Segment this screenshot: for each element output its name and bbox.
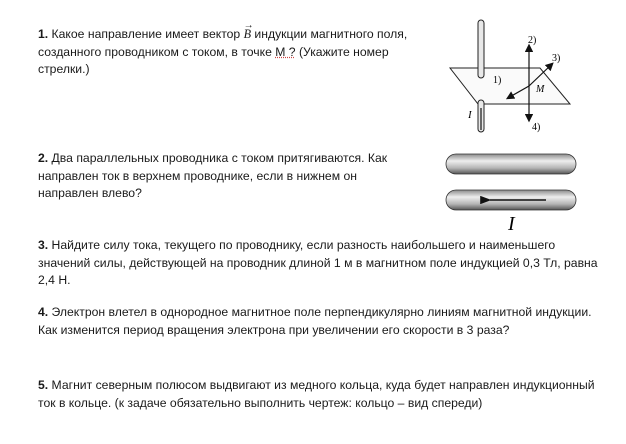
question-number: 3. xyxy=(38,238,49,252)
label-4: 4) xyxy=(532,122,541,133)
label-m: M xyxy=(536,84,545,95)
current-label: I xyxy=(508,213,515,235)
question-text: Магнит северным полюсом выдвигают из медного кольца, куда будет направлен индукционный ток в кольце. xyxy=(38,378,595,410)
question-text: Два параллельных проводника с током притягиваются. Как направлен ток в верхнем проводнике, если в нижнем он направлен влево? xyxy=(38,151,388,200)
question-number: 2. xyxy=(38,151,49,165)
vector-b-symbol: → B xyxy=(244,26,251,44)
label-2: 2) xyxy=(528,35,537,46)
plane-shape xyxy=(450,68,570,104)
question-number: 4. xyxy=(38,305,49,319)
label-1: 1) xyxy=(493,75,502,86)
question-1 xyxy=(38,26,408,79)
question-number: 5. xyxy=(38,378,49,392)
question-text: индукции магнитного поля, созданного проводником с током, в точке xyxy=(38,27,408,59)
question-number: 1. xyxy=(38,27,49,41)
question-5 xyxy=(38,377,598,412)
label-3: 3) xyxy=(552,53,561,64)
label-current: I xyxy=(468,109,472,121)
question-text: Какое направление имеет вектор xyxy=(48,27,244,41)
question-4 xyxy=(38,304,598,339)
magnetic-field-figure xyxy=(430,16,580,136)
question-note: (к задаче обязательно выполнить чертеж: кольцо – вид спереди) xyxy=(111,395,483,410)
question-2 xyxy=(38,150,403,203)
upper-conductor xyxy=(446,154,576,174)
question-3 xyxy=(38,237,598,290)
question-text: (Укажите номер стрелки.) xyxy=(38,44,389,76)
question-text: Найдите силу тока, текущего по проводнику, если разность наибольшего и наименьшего значений силы, действующей на проводник длиной 1 м в магнитном поле индукцией 0,3 Тл, равна 2,4 Н. xyxy=(38,238,598,287)
parallel-conductors-figure xyxy=(438,142,588,236)
conductor-rod xyxy=(478,20,484,78)
point-m: М ? xyxy=(275,44,296,59)
question-text: Электрон влетел в однородное магнитное поле перпендикулярно линиям магнитной индукции. Как изменится период вращения электрона при увеличении его скорости в 3 раза? xyxy=(38,305,592,337)
